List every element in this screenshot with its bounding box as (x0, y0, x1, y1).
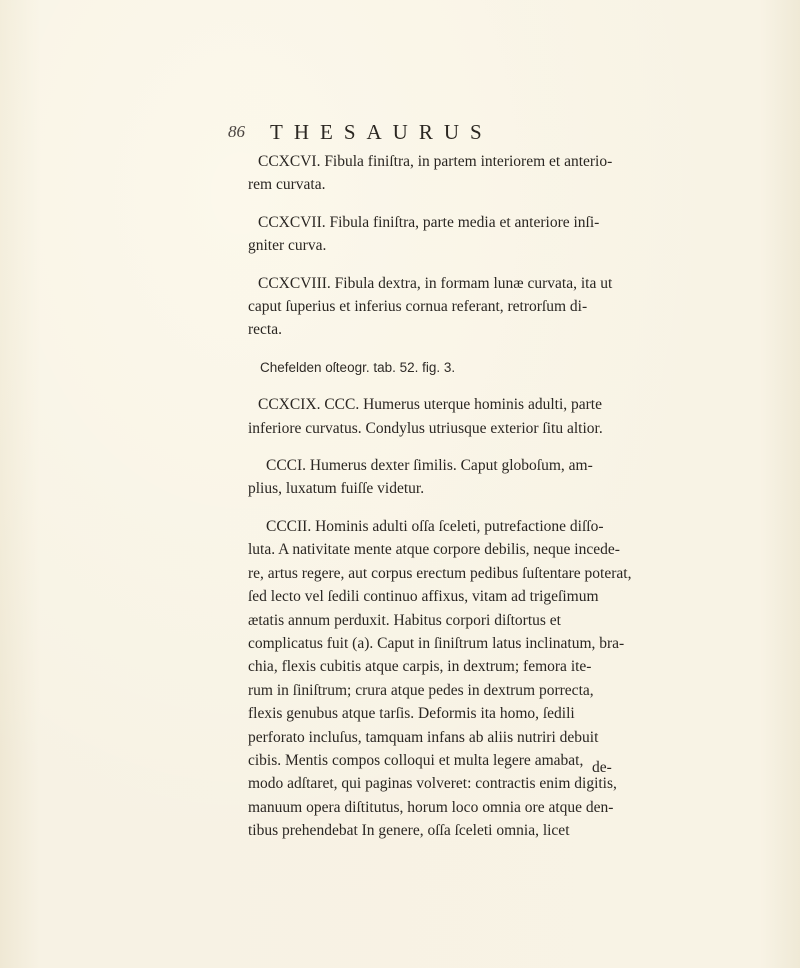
text-line: ſed lecto vel ſedili continuo affixus, vitam ad trigeſimum (248, 588, 599, 606)
text-line: complicatus fuit (a). Caput in ſiniſtrum latus inclinatum, bra- (248, 634, 625, 652)
text-line: perforato incluſus, tamquam infans ab aliis nutriri debuit (248, 728, 599, 746)
entry-ccci (248, 454, 628, 501)
text-line: flexis genubus atque tarſis. Deformis ita homo, ſedili (248, 705, 575, 723)
entry-cccii (248, 515, 632, 843)
text-line: gniter curva. (248, 237, 327, 255)
page-body (248, 150, 632, 843)
citation-text: Chefelden oſteogr. tab. 52. fig. 3. (260, 359, 456, 375)
catchword: de- (592, 759, 612, 776)
page-number: 86 (228, 122, 245, 141)
entry-ccxcvii (248, 211, 628, 258)
entry-ccxcix (248, 393, 628, 440)
entry-ccxcviii (248, 272, 628, 342)
running-title: THESAURUS (270, 120, 493, 144)
text-line: CCXCIX. CCC. Humerus uterque hominis adulti, parte (258, 396, 602, 414)
entry-ccxcvi (248, 150, 628, 197)
text-line: caput ſuperius et inferius cornua referant, retrorſum di- (248, 298, 588, 316)
text-line: plius, luxatum fuiſſe videtur. (248, 480, 425, 498)
text-line: CCXCVI. Fibula finiſtra, in partem interiorem et anterio- (258, 153, 613, 170)
text-line: CCCII. Hominis adulti oſſa ſceleti, putrefactione diſſo- (266, 517, 604, 535)
text-line: ætatis annum perduxit. Habitus corpori diſtortus et (248, 611, 561, 629)
page-header (228, 120, 588, 150)
text-line: modo adſtaret, qui paginas volveret: contractis enim digitis, (248, 775, 617, 793)
text-line: manuum opera diſtitutus, horum loco omnia ore atque den- (248, 798, 614, 816)
text-line: rum in ſiniſtrum; crura atque pedes in dextrum porrecta, (248, 681, 594, 699)
text-line: CCXCVII. Fibula finiſtra, parte media et anteriore inſi- (258, 213, 600, 231)
text-line: luta. A nativitate mente atque corpore debilis, neque incede- (248, 541, 620, 559)
text-line: rem curvata. (248, 176, 326, 194)
text-line: chia, flexis cubitis atque carpis, in dextrum; femora ite- (248, 658, 592, 676)
citation-line (248, 356, 628, 379)
text-line: CCXCVIII. Fibula dextra, in formam lunæ curvata, ita ut (258, 274, 613, 292)
text-line: CCCI. Humerus dexter ſimilis. Caput globoſum, am- (266, 457, 593, 475)
text-line: recta. (248, 321, 282, 339)
text-line: re, artus regere, aut corpus erectum pedibus ſuſtentare poterat, (248, 564, 632, 582)
text-line: inferiore curvatus. Condylus utriusque exterior ſitu altior. (248, 419, 603, 437)
text-line: tibus prehendebat In genere, oſſa ſceleti omnia, licet (248, 822, 570, 840)
text-line: cibis. Mentis compos colloqui et multa legere amabat, (248, 751, 584, 769)
